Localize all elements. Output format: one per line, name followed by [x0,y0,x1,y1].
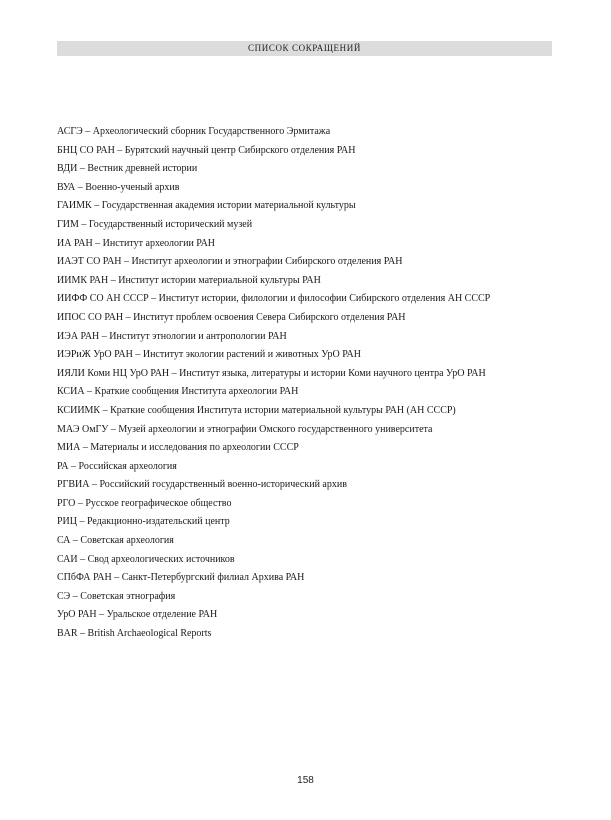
abbreviation-entry: ГАИМК – Государственная академия истории материальной культуры [57,200,356,212]
abbreviation-entry: ИПОС СО РАН – Институт проблем освоения Севера Сибирского отделения РАН [57,311,406,323]
abbreviation-entry: ГИМ – Государственный исторический музей [57,218,253,230]
abbreviation-entry: САИ – Свод археологических источников [57,553,235,565]
abbreviation-entry: СПбФА РАН – Санкт-Петербургский филиал Архива РАН [57,572,305,584]
abbreviation-entry: ИИФФ СО АН СССР – Институт истории, филологии и философии Сибирского отделения АН СССР [57,293,491,305]
abbreviation-entry: РГВИА – Российский государственный военно-исторический архив [57,479,347,491]
abbreviation-entry: КСИА – Краткие сообщения Института археологии РАН [57,386,299,398]
abbreviation-entry: ИЭА РАН – Институт этнологии и антропологии РАН [57,330,287,342]
abbreviation-entry: СА – Советская археология [57,535,174,547]
page-number: 158 [297,775,314,786]
abbreviation-entry: МАЭ ОмГУ – Музей археологии и этнографии Омского государственного университета [57,423,433,435]
abbreviation-entry: ИЯЛИ Коми НЦ УрО РАН – Институт языка, литературы и истории Коми научного центра УрО РАН [57,367,486,379]
section-title: СПИСОК СОКРАЩЕНИЙ [248,43,361,53]
abbreviation-entry: РА – Российская археология [57,460,177,472]
abbreviation-entry: ВУА – Военно-ученый архив [57,181,180,193]
abbreviation-entry: РИЦ – Редакционно-издательский центр [57,516,230,528]
abbreviation-entry: СЭ – Советская этнография [57,590,176,602]
abbreviation-list [57,123,557,644]
abbreviation-entry: ВДИ – Вестник древней истории [57,163,198,175]
abbreviation-entry: BAR – British Archaeological Reports [57,628,212,640]
abbreviation-entry: РГО – Русское географическое общество [57,497,232,509]
section-header-bar [57,41,552,56]
abbreviation-entry: ИИМК РАН – Институт истории материальной культуры РАН [57,274,321,286]
abbreviation-entry: УрО РАН – Уральское отделение РАН [57,609,218,621]
abbreviation-entry: БНЦ СО РАН – Бурятский научный центр Сибирского отделения РАН [57,144,356,156]
abbreviation-entry: КСИИМК – Краткие сообщения Института истории материальной культуры РАН (АН СССР) [57,404,456,416]
abbreviation-entry: ИА РАН – Институт археологии РАН [57,237,216,249]
abbreviation-entry: МИА – Материалы и исследования по археологии СССР [57,442,299,454]
abbreviation-entry: ИАЭТ СО РАН – Институт археологии и этнографии Сибирского отделения РАН [57,256,403,268]
abbreviation-entry: ИЭРиЖ УрО РАН – Институт экологии растений и животных УрО РАН [57,349,361,361]
abbreviation-entry: АСГЭ – Археологический сборник Государственного Эрмитажа [57,126,331,137]
